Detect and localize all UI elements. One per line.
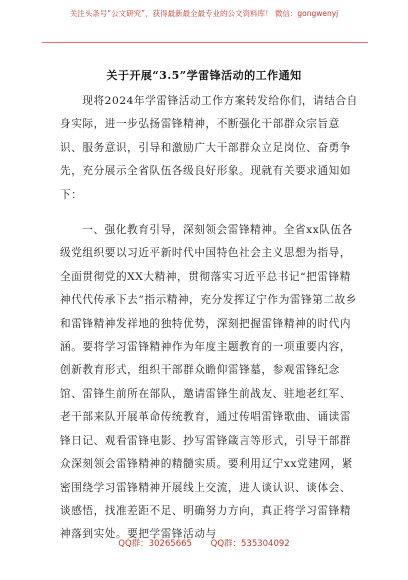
header-divider <box>42 42 368 43</box>
footer <box>0 537 408 549</box>
footer-qq-group-2: QQ群：535304092 <box>210 539 290 549</box>
document-body <box>60 90 360 547</box>
paragraph-section-one: 一、强化教育引导，深刻领会雷锋精神。全省xx队伍各级党组织要以习近平新时代中国特色社会主义思想为指导，全面贯彻党的XX大精神，贯彻落实习近平总书记“把雷锋精神代代传承下去”指示精神，充分发挥辽宁作为雷锋第二故乡和雷锋精神发祥地的独特优势，深刻把握雷锋精神的时代内涵。要将学习雷锋精神作为年度主题教育的一项重要内容，创新教育形式，组织干部群众瞻仰雷锋墓，参观雷锋纪念馆、雷锋生前所在部队，邀请雷锋生前战友、驻地老红军、老干部来队开展革命传统教育，通过传唱雷锋歌曲、诵读雷锋日记、观看雷锋电影、抄写雷锋箴言等形式，引导干部群众深刻领会雷锋精神的精髓实质。要利用辽宁xx党建网，紧密围绕学习雷锋精神开展线上交流，进人谈认识、谈体会、谈感悟，找准差距不足、明确努力方向，真正将学习雷锋精神落到实处。要把学雷锋活动与 <box>60 224 358 541</box>
document-title: 关于开展“3.5”学雷锋活动的工作通知 <box>106 69 302 82</box>
footer-qq-group-1: QQ群：30265665 <box>118 539 192 549</box>
header-banner: 关注头条号“公文研究”，获得最新最全最专业的公文资料库！ 微信：gongwenyj <box>69 9 339 18</box>
paragraph-intro: 现将2024年学雷锋活动工作方案转发给你们，请结合自身实际，进一步弘扬雷锋精神，不断强化干部群众宗旨意识、服务意识，引导和激励广大干部群众立足岗位、奋勇争先，充分展示全省队伍各级良好形象。现就有关要求通知如下： <box>60 95 358 201</box>
